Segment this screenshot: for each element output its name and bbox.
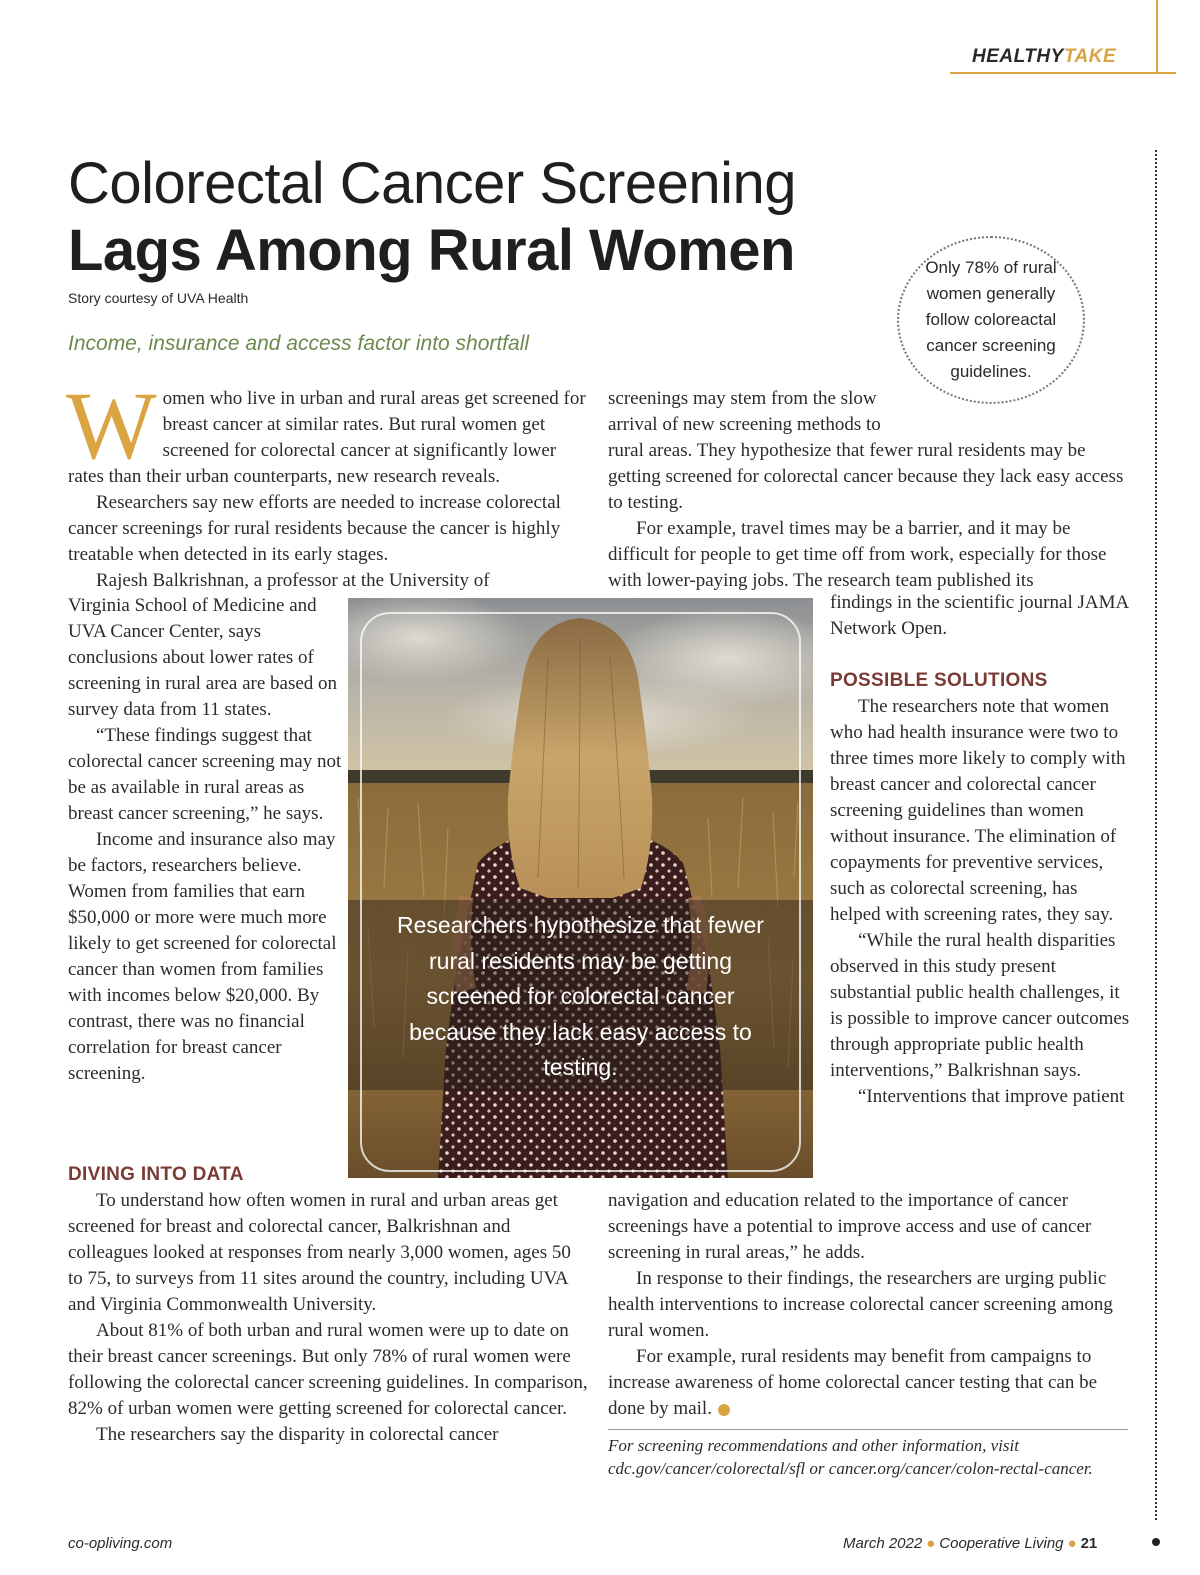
end-mark-dot [718,1404,730,1416]
paragraph: For example, travel times may be a barrier, and it may be difficult for people to get time off from work, especially for those with lower-paying jobs. The research team published its [608,518,1107,591]
paragraph-intro [66,372,588,490]
paragraph: The researchers say the disparity in colorectal cancer [96,1424,499,1445]
paragraph: The researchers note that women who had health insurance were two to three times more likely to comply with breast cancer and colorectal cancer screening guidelines than women without insurance. The elimination of copayments for preventive services, such as colorectal screening, has helped with screening rates, they say. [830,696,1126,925]
paragraph: To understand how often women in rural and urban areas get screened for breast and colorectal cancer, Balkrishnan and colleagues looked at responses from nearly 3,000 women, ages 50 to 75, to surveys from 11 sites around the country, including UVA and Virginia Commonwealth University. [68,1190,571,1315]
footer-page-info [843,1535,1097,1552]
left-column-bottom [68,1162,588,1448]
article-photo [348,598,813,1178]
article-title-line2: Lags Among Rural Women [68,218,795,283]
right-column-narrow [830,590,1130,1110]
stat-callout-text: Only 78% of rural women generally follow coloreactal cancer screening guidelines. [925,258,1057,381]
footer-publication: Cooperative Living [939,1535,1064,1552]
article-byline: Story courtesy of UVA Health [68,290,249,306]
article-subtitle: Income, insurance and access factor into shortfall [68,332,530,355]
section-tag-part2: TAKE [1063,46,1117,67]
right-column-bottom [608,1188,1130,1422]
paragraph: findings in the scientific journal JAMA Network Open. [830,592,1129,639]
page-edge-dotted-rule [1155,150,1157,1520]
paragraph-lead: “Interventions that improve patient [858,1086,1125,1107]
section-tag [972,46,1116,68]
header-vertical-rule [1156,0,1158,74]
footnote: For screening recommendations and other information, visit cdc.gov/cancer/colorectal/sfl or cancer.org/cancer/colon-rectal-cancer. [608,1436,1093,1478]
footer-date: March 2022 [843,1535,923,1552]
right-column-flow [608,386,1128,594]
paragraph: screenings may stem from the slow arrival of new screening methods to rural areas. They hypothesize that fewer rural residents may be getting screened for colorectal cancer because they lack easy access to testing. [608,388,1124,513]
left-column-top [66,372,588,594]
woman-in-wheat-field-image [348,598,813,1178]
paragraph-closing-text: For example, rural residents may benefit from campaigns to increase awareness of home colorectal cancer testing that can be done by mail. [608,1346,1097,1419]
paragraph: Researchers say new efforts are needed to increase colorectal cancer screenings for rural residents because the cancer is highly treatable when detected in its early stages. [68,492,561,565]
article-title-line1: Colorectal Cancer Screening [68,151,796,216]
footer-separator-dot: ● [926,1535,936,1552]
callout-spacer [888,386,1128,436]
footer-separator-dot: ● [1067,1535,1077,1552]
paragraph-intro-text: omen who live in urban and rural areas get screened for breast cancer at similar rates. But rural women get screened for colorectal cancer at significantly lower rates than their urban counterparts, new research reveals. [68,388,586,487]
paragraph: navigation and education related to the importance of cancer screenings have a potential to improve access and use of cancer screening in rural areas,” he adds. [608,1190,1092,1263]
paragraph-closing [608,1344,1130,1422]
photo-caption: Researchers hypothesize that fewer rural residents may be getting screened for colorectal cancer because they lack easy access to testing. [397,912,764,1080]
paragraph: Income and insurance also may be factors, researchers believe. Women from families that earn $50,000 or more were much more likely to get screened for colorectal cancer than women from families with incomes below $20,000. By contrast, there was no financial correlation for breast cancer screening. [68,829,337,1084]
section-tag-part1: HEALTHY [972,46,1064,67]
left-column-narrow [68,593,343,1087]
paragraph-lead: Rajesh Balkrishnan, a professor at the University of [96,570,490,591]
header-rule [950,72,1176,74]
subhead-diving-into-data: DIVING INTO DATA [68,1164,244,1185]
footer-website: co-opliving.com [68,1535,173,1552]
drop-cap: W [66,372,157,479]
paragraph: Virginia School of Medicine and UVA Cancer Center, says conclusions about lower rates of screening in rural area are based on survey data from 11 states. [68,595,338,720]
subhead-possible-solutions: POSSIBLE SOLUTIONS [830,670,1048,691]
paragraph: In response to their findings, the researchers are urging public health interventions to increase colorectal cancer screening among rural women. [608,1268,1113,1341]
page-edge-dot [1152,1538,1160,1546]
paragraph: About 81% of both urban and rural women were up to date on their breast cancer screenings. But only 78% of rural women were following the colorectal cancer screening guidelines. In comparison, 82% of urban women were getting screened for colorectal cancer. [68,1320,588,1419]
paragraph-quote: “These findings suggest that colorectal cancer screening may not be as available in rural areas as breast cancer screening,” he says. [68,725,342,824]
footnote-rule [608,1429,1128,1430]
paragraph-quote: “While the rural health disparities observed in this study present substantial public health challenges, it is possible to improve cancer outcomes through appropriate public health interventions,” Balkrishnan says. [830,930,1130,1081]
page-number: 21 [1080,1535,1098,1552]
stat-callout [897,236,1085,404]
